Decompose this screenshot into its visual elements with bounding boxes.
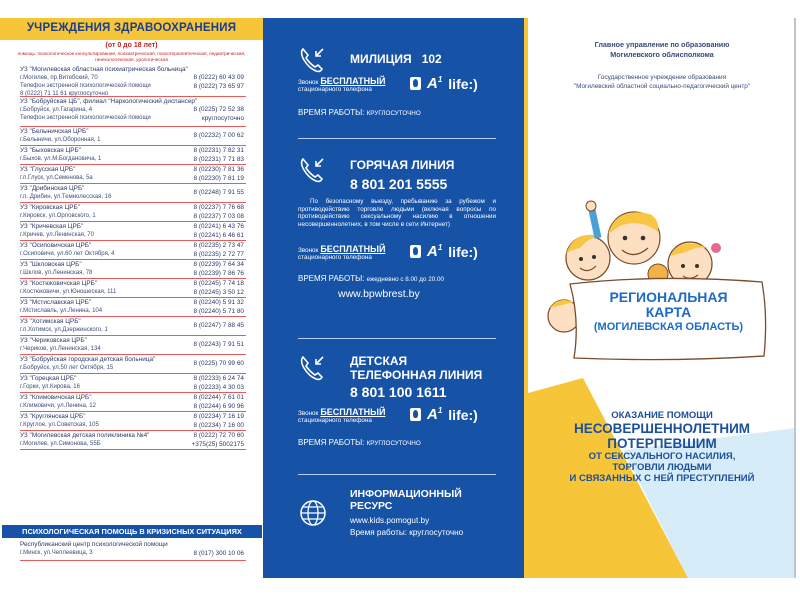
crisis-center: [20, 540, 246, 561]
institution-phone: 8 (02237) 7 76 68: [193, 204, 244, 211]
institution-row: [20, 431, 246, 450]
hotline-block: [298, 156, 498, 326]
operator-logos: [410, 243, 478, 260]
institution-address: г.Могилев, пр.Витебский, 70: [20, 75, 98, 81]
child-line-block: [298, 354, 498, 464]
institution-row: [20, 374, 246, 393]
crisis-center-phone: 8 (017) 300 10 06: [193, 550, 244, 557]
info-resource-block: [298, 488, 498, 558]
police-hours: ВРЕМЯ РАБОТЫ: КРУГЛОСУТОЧНО: [298, 108, 421, 117]
child-line-title: ДЕТСКАЯ ТЕЛЕФОННАЯ ЛИНИЯ: [350, 354, 483, 382]
card-line-3: (МОГИЛЕВСКАЯ ОБЛАСТЬ): [593, 321, 744, 333]
institution-address: г.Чериков, ул.Ленинская, 134: [20, 346, 101, 352]
institution-note: 8 (0222) 71 11 61 круглосуточно: [20, 91, 109, 97]
institution-row: [20, 412, 246, 431]
globe-icon: [298, 498, 328, 528]
institution-address: г.Могилев, ул.Симонова, 55Б: [20, 441, 101, 447]
cover-panel: [528, 18, 796, 578]
institution-name: УЗ "Бобруйская ЦБ", филиал "Наркологический диспансер": [20, 98, 198, 105]
institution-phone: 8 (0225) 70 99 60: [193, 360, 244, 367]
child-line-number: 8 801 100 1611: [350, 384, 447, 400]
institution-row: [20, 260, 246, 279]
institution-phone: 8 (02230) 7 81 19: [193, 175, 244, 182]
institution-name: УЗ "Белыничская ЦРБ": [20, 128, 89, 135]
crisis-center-address: г.Минск, ул.Чеплеевица, 3: [20, 550, 93, 556]
a1-logo-icon: $A^1$: [427, 406, 443, 423]
healthcare-panel: [0, 18, 263, 578]
hotline-description: По безопасному выезду, пребыванию за рубежом и противодействию торговле людьми (включая вопросы по противодействию сексуальному насилию в отношении несовершеннолетних, в том числе в сети Интернет): [298, 198, 496, 228]
operator-logos: [410, 406, 478, 423]
institution-address: г.Кировск, ул.Орловского, 1: [20, 213, 96, 219]
phone-incoming-icon: [298, 354, 326, 382]
institution-name: УЗ "Горецкая ЦРБ": [20, 375, 77, 382]
institution-name: УЗ "Круглянская ЦРБ": [20, 413, 86, 420]
institution-phone: 8 (02235) 2 73 47: [193, 242, 244, 249]
institution-phone: 8 (02240) 5 91 32: [193, 299, 244, 306]
institution-address: г.п.Хотимск, ул.Дзержинского, 1: [20, 327, 108, 333]
institution-phone: 8 (02245) 3 50 12: [193, 289, 244, 296]
institution-phone: 8 (02240) 5 71 80: [193, 308, 244, 315]
institution-phone: 8 (02232) 7 00 62: [193, 132, 244, 139]
hotline-url[interactable]: www.bpwbrest.by: [338, 288, 420, 300]
institution-phone: +375(25) 5002175: [191, 441, 244, 448]
institution-name: УЗ "Хотимская ЦРБ": [20, 318, 81, 325]
card-line-1: РЕГИОНАЛЬНАЯ: [609, 289, 728, 305]
divider: [298, 474, 496, 475]
institution-name: УЗ "Дрибинская ЦРБ": [20, 185, 85, 192]
institution-phone: 8 (02231) 7 82 31: [193, 147, 244, 154]
phone-incoming-icon: [298, 46, 326, 74]
org-header: Главное управление по образованию Могилевского облисполкома: [594, 40, 730, 59]
institution-name: УЗ "Кричевская ЦРБ": [20, 223, 84, 230]
institution-address: г.Быхов, ул.М.Богдановича, 1: [20, 156, 102, 162]
police-title: МИЛИЦИЯ: [350, 52, 412, 66]
institution-address: г.Круглое, ул.Советская, 105: [20, 422, 99, 428]
institution-name: УЗ "Осиповичская ЦРБ": [20, 242, 92, 249]
free-sub: стационарного телефона: [298, 86, 372, 93]
institution-name: УЗ "Чериковская ЦРБ": [20, 337, 87, 344]
institution-address: г.Белыничи, ул.Оборонная, 1: [20, 137, 101, 143]
institution-phone: 8 (02241) 6 43 76: [193, 223, 244, 230]
institution-row: [20, 222, 246, 241]
a1-logo-icon: $A^1$: [427, 243, 443, 260]
free-call-note: [298, 76, 385, 94]
life-logo-icon: life:): [448, 75, 478, 92]
institution-phone: 8 (02233) 6 24 74: [193, 375, 244, 382]
velcom-logo-icon: [410, 408, 421, 421]
institution-name: УЗ "Быховская ЦРБ": [20, 147, 81, 154]
divider: [298, 338, 496, 339]
mission-line: ТОРГОВЛИ ЛЮДЬМИ: [612, 462, 712, 473]
institution-row: [20, 279, 246, 298]
velcom-logo-icon: [410, 77, 421, 90]
institution-phone: 8 (02244) 7 61 01: [193, 394, 244, 401]
institution-phone: 8 (02234) 7 16 00: [193, 422, 244, 429]
institution-address: г.Осиповичи, ул.60 лет Октября, 4: [20, 251, 115, 257]
help-description: помощь: психологическое консультирование, психиатрическая, психотерапевтическая, педиатрическая, гинекологическая, урологическая: [17, 51, 246, 62]
institution-phone: 8 (02235) 2 72 77: [193, 251, 244, 258]
institution-phone: 8 (02241) 6 46 61: [193, 232, 244, 239]
institution-phone: 8 (0225) 72 52 38: [193, 106, 244, 113]
institution-phone: 8 (02248) 7 91 55: [193, 189, 244, 196]
info-title: ИНФОРМАЦИОННЫЙ РЕСУРС: [350, 488, 462, 512]
institution-phone: 8 (02247) 7 88 45: [193, 322, 244, 329]
mission-line: И СВЯЗАННЫХ С НЕЙ ПРЕСТУПЛЕНИЙ: [569, 473, 755, 484]
free-prefix: Звонок: [298, 79, 319, 86]
institution-phone: 8 (02233) 4 30 03: [193, 384, 244, 391]
institution-name: УЗ "Могилевская областная психиатрическая больница": [20, 66, 188, 73]
healthcare-title: УЧРЕЖДЕНИЯ ЗДРАВООХРАНЕНИЯ: [26, 22, 237, 34]
mission-line: ОКАЗАНИЕ ПОМОЩИ: [611, 410, 713, 421]
institution-phone: 8 (02239) 7 86 76: [193, 270, 244, 277]
crisis-center-name: Республиканский центр психологической помощи: [20, 541, 168, 548]
institution-phone: 8 (02244) 6 90 96: [193, 403, 244, 410]
institution-address: г.Горки, ул.Кирова, 16: [20, 384, 80, 390]
card-title: [566, 290, 771, 335]
mission-line: НЕСОВЕРШЕННОЛЕТНИМ: [573, 421, 751, 436]
institution-row: [20, 355, 246, 374]
police-block: [298, 46, 498, 136]
phone-incoming-icon: [298, 156, 326, 184]
institution-row: [20, 241, 246, 260]
hotline-title: ГОРЯЧАЯ ЛИНИЯ: [350, 158, 455, 172]
institution-row: [20, 317, 246, 336]
institution-phone: 8 (02243) 7 91 51: [193, 341, 244, 348]
institution-address: г.Климовичи, ул.Ленина, 12: [20, 403, 96, 409]
info-url[interactable]: www.kids.pomogut.by: [350, 516, 430, 525]
institution-name: УЗ "Глусская ЦРБ": [20, 166, 76, 173]
institution-phone: 8 (02234) 7 16 19: [193, 413, 244, 420]
free-call-note: Звонок БЕСПЛАТНЫЙ стационарного телефона: [298, 244, 386, 261]
org-subheader: Государственное учреждение образования "Могилевский областной социально-педагогический центр": [573, 74, 751, 90]
institution-note: Телефон экстренной психологической помощи: [20, 115, 151, 121]
hotline-hours: ВРЕМЯ РАБОТЫ: ежедневно с 8.00 до 20.00: [298, 274, 444, 283]
institution-row: [20, 203, 246, 222]
institution-address: г.п. Дрибин, ул.Темнолесская, 16: [20, 194, 112, 200]
a1-logo-icon: $A^1$: [427, 75, 443, 92]
institution-phone: 8 (0222) 60 43 09: [193, 74, 244, 81]
free-call-note: Звонок БЕСПЛАТНЫЙ стационарного телефона: [298, 407, 386, 424]
institution-address: г.Костюковичи, ул.Юношеская, 111: [20, 289, 117, 295]
police-number: 102: [421, 52, 442, 66]
kids-illustration: [540, 196, 790, 366]
institution-address: г.Кричев, ул.Ленинская, 70: [20, 232, 94, 238]
mission-title: [528, 410, 796, 484]
hotlines-panel: [263, 18, 528, 578]
institution-phone: 8 (02237) 7 03 08: [193, 213, 244, 220]
institution-row: [20, 146, 246, 165]
institution-note: Телефон экстренной психологической помощи: [20, 83, 151, 89]
institution-row: [20, 65, 246, 97]
child-line-hours: ВРЕМЯ РАБОТЫ: КРУГЛОСУТОЧНО: [298, 438, 421, 447]
institution-name: УЗ "Мстиславская ЦРБ": [20, 299, 92, 306]
institution-name: УЗ "Климовичская ЦРБ": [20, 394, 92, 401]
hotline-number: 8 801 201 5555: [350, 176, 448, 192]
institution-name: УЗ "Могилевская детская поликлиника №4": [20, 432, 150, 439]
institution-address: г.Мстиславль, ул.Ленина, 104: [20, 308, 103, 314]
institution-phone: 8 (02230) 7 81 36: [193, 166, 244, 173]
crisis-header: [2, 525, 262, 538]
life-logo-icon: life:): [448, 406, 478, 423]
institution-phone: 8 (0222) 73 65 97: [193, 83, 244, 90]
institution-row: [20, 97, 246, 127]
life-logo-icon: life:): [448, 243, 478, 260]
institution-row: [20, 184, 246, 203]
card-line-2: КАРТА: [645, 304, 692, 320]
institution-phone: 8 (02239) 7 64 34: [193, 261, 244, 268]
institution-name: УЗ "Костюковичская ЦРБ": [20, 280, 98, 287]
institution-row: [20, 298, 246, 317]
institution-row: [20, 393, 246, 412]
mission-line: ОТ СЕКСУАЛЬНОГО НАСИЛИЯ,: [588, 451, 736, 462]
institution-name: УЗ "Шкловская ЦРБ": [20, 261, 82, 268]
institution-row: [20, 127, 246, 146]
crisis-title: ПСИХОЛОГИЧЕСКАЯ ПОМОЩЬ В КРИЗИСНЫХ СИТУАЦИЯХ: [22, 527, 242, 536]
institution-phone: круглосуточно: [201, 115, 244, 122]
info-hours: Время работы: круглосуточно: [350, 528, 464, 537]
institution-address: г.Бобруйск, ул.50 лет Октября, 15: [20, 365, 114, 371]
institution-name: УЗ "Кировская ЦРБ": [20, 204, 80, 211]
institution-phone: 8 (02245) 7 74 18: [193, 280, 244, 287]
age-range: (от 0 до 18 лет): [105, 42, 158, 49]
velcom-logo-icon: [410, 245, 421, 258]
institution-list: [20, 65, 246, 450]
institution-phone: 8 (0222) 72 70 60: [193, 432, 244, 439]
operator-logos: [410, 75, 478, 92]
mission-line: ПОТЕРПЕВШИМ: [607, 436, 717, 451]
divider: [298, 138, 496, 139]
institution-phone: 8 (02231) 7 71 83: [193, 156, 244, 163]
institution-address: г.п.Глуск, ул.Семенова, 5а: [20, 175, 93, 181]
institution-address: г.Шклов, ул.Ленинская, 78: [20, 270, 93, 276]
institution-address: г.Бобруйск, ул.Гагарина, 4: [20, 107, 93, 113]
free-word: БЕСПЛАТНЫЙ: [320, 76, 386, 86]
institution-row: [20, 165, 246, 184]
institution-row: [20, 336, 246, 355]
institution-name: УЗ "Бобруйская городская детская больница": [20, 356, 156, 363]
